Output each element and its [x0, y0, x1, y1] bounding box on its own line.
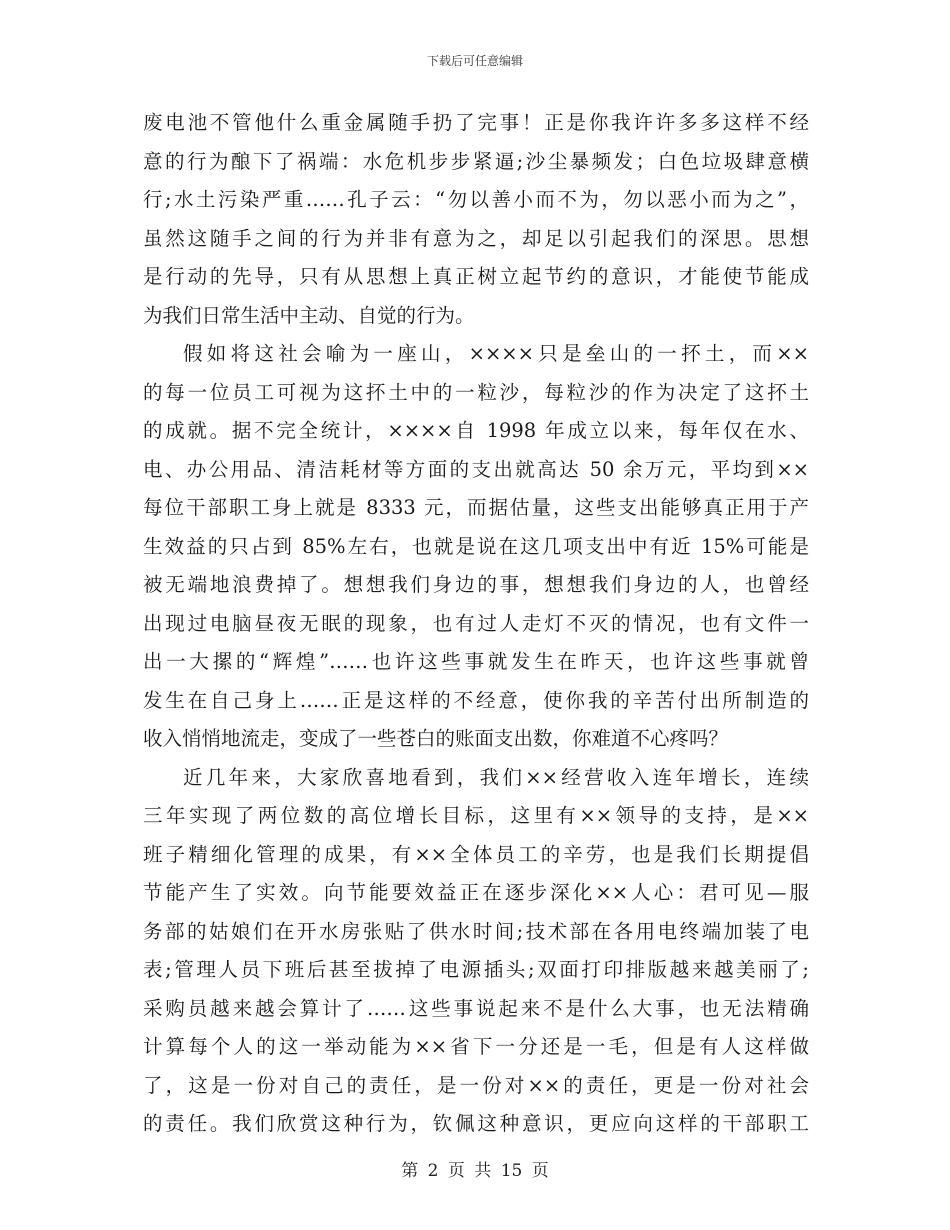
text-line: 计算每个人的这一举动能为××省下一分还是一毛，但是有人这样做 [143, 1035, 809, 1058]
text-line: 废电池不管他什么重金属随手扔了完事！正是你我许许多多这样不经 [143, 111, 809, 134]
text-line: 的成就。据不完全统计，××××自 1998 年成立以来，每年仅在水、 [143, 419, 809, 442]
text-line: 收入悄悄地流走，变成了一些苍白的账面支出数，你难道不心疼吗？ [143, 727, 729, 750]
text-line: 电、办公用品、清洁耗材等方面的支出就高达 50 余万元，平均到×× [143, 457, 809, 481]
text-line: 意的行为酿下了祸端：水危机步步紧逼;沙尘暴频发；白色垃圾肆意横 [143, 149, 809, 173]
text-line: 行;水土污染严重……孔子云：“勿以善小而不为，勿以恶小而为之”， [143, 188, 809, 211]
text-line: 的责任。我们欣赏这种行为，钦佩这种意识，更应向这样的干部职工 [143, 1112, 809, 1135]
text-line: 被无端地浪费掉了。想想我们身边的事，想想我们身边的人，也曾经 [143, 573, 809, 596]
text-line: 发生在自己身上……正是这样的不经意，使你我的辛苦付出所制造的 [143, 688, 809, 712]
text-line: 了，这是一份对自己的责任，是一份对××的责任，更是一份对社会 [143, 1073, 809, 1097]
text-line: 三年实现了两位数的高位增长目标，这里有××领导的支持，是×× [143, 804, 809, 827]
text-line: 采购员越来越会算计了……这些事说起来不是什么大事，也无法精确 [143, 996, 809, 1020]
document-body [143, 104, 809, 1144]
text-line: 务部的姑娘们在开水房张贴了供水时间;技术部在各用电终端加装了电 [143, 919, 809, 943]
page-header: 下载后可任意编辑 [426, 54, 523, 68]
page-number-footer: 第 2 页 共 15 页 [401, 1161, 549, 1181]
text-line: 虽然这随手之间的行为并非有意为之，却足以引起我们的深思。思想 [143, 226, 809, 250]
text-line: 表;管理人员下班后甚至拔掉了电源插头;双面打印排版越来越美丽了; [143, 958, 809, 981]
text-line: 生效益的只占到 85%左右，也就是说在这几项支出中有近 15%可能是 [143, 534, 809, 558]
text-line: 每位干部职工身上就是 8333 元，而据估量，这些支出能够真正用于产 [143, 496, 809, 519]
text-line: 是行动的先导，只有从思想上真正树立起节约的意识，才能使节能成 [143, 265, 809, 288]
text-line: 班子精细化管理的成果，有××全体员工的辛劳，也是我们长期提倡 [143, 842, 809, 866]
text-line: 假如将这社会喻为一座山，××××只是垒山的一抔土，而×× [183, 342, 809, 365]
text-line: 出现过电脑昼夜无眠的现象，也有过人走灯不灭的情况，也有文件一 [143, 611, 809, 635]
text-line: 近几年来，大家欣喜地看到，我们××经营收入连年增长，连续 [183, 765, 809, 789]
text-line: 节能产生了实效。向节能要效益正在逐步深化××人心：君可见—服 [143, 881, 809, 904]
text-line: 出一大摞的“辉煌”……也许这些事就发生在昨天，也许这些事就曾 [143, 650, 809, 673]
text-line: 为我们日常生活中主动、自觉的行为。 [143, 303, 475, 327]
text-line: 的每一位员工可视为这抔土中的一粒沙，每粒沙的作为决定了这抔土 [143, 380, 809, 404]
